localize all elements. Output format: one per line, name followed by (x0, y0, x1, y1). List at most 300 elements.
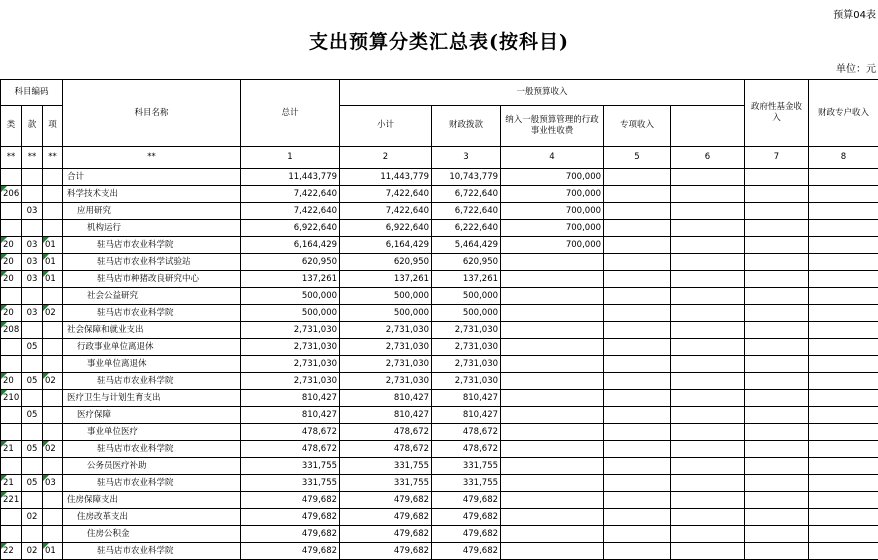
unit-label: 单位：元 (836, 60, 876, 75)
cell-empty (809, 237, 878, 254)
cell-empty (604, 543, 671, 560)
cell-empty (671, 288, 745, 305)
cell-name: 事业单位医疗 (63, 424, 241, 441)
table-row (1, 509, 878, 526)
cell-total: 500,000 (241, 305, 340, 322)
cell-total: 479,682 (241, 543, 340, 560)
cell-lei: 20 (1, 305, 22, 322)
cell-name: 住房改革支出 (63, 509, 241, 526)
cell-xiang (43, 458, 63, 475)
cell-fees (501, 458, 604, 475)
cell-fiscal: 137,261 (432, 271, 501, 288)
table-row (1, 424, 878, 441)
cell-empty (671, 220, 745, 237)
cell-lei: 20 (1, 271, 22, 288)
cell-fiscal: 479,682 (432, 543, 501, 560)
cell-name: 驻马店市农业科学院 (63, 373, 241, 390)
header-xiang: 项 (43, 105, 63, 146)
cell-lei (1, 356, 22, 373)
cell-kuan: 03 (22, 254, 43, 271)
cell-lei (1, 458, 22, 475)
cell-empty (671, 237, 745, 254)
cell-kuan: 03 (22, 203, 43, 220)
cell-empty (671, 356, 745, 373)
cell-xiang: 01 (43, 543, 63, 560)
cell-total: 6,922,640 (241, 220, 340, 237)
cell-total: 479,682 (241, 509, 340, 526)
cell-empty (745, 509, 809, 526)
cell-empty (604, 526, 671, 543)
cell-total: 7,422,640 (241, 203, 340, 220)
cell-total: 6,164,429 (241, 237, 340, 254)
cell-name: 应用研究 (63, 203, 241, 220)
header-included-fees: 纳入一般预算管理的行政事业性收费 (501, 105, 604, 146)
cell-fiscal: 500,000 (432, 305, 501, 322)
table-row (1, 203, 878, 220)
cell-xiang (43, 203, 63, 220)
index-cell: 6 (671, 147, 745, 169)
cell-empty (745, 322, 809, 339)
cell-empty (745, 186, 809, 203)
cell-name: 科学技术支出 (63, 186, 241, 203)
cell-empty (604, 186, 671, 203)
cell-empty (671, 322, 745, 339)
cell-lei (1, 220, 22, 237)
index-cell: ** (1, 147, 22, 169)
cell-empty (604, 509, 671, 526)
cell-subtotal: 479,682 (340, 509, 432, 526)
cell-name: 合计 (63, 169, 241, 186)
cell-xiang (43, 220, 63, 237)
cell-empty (809, 543, 878, 560)
cell-xiang (43, 288, 63, 305)
cell-empty (604, 339, 671, 356)
form-number: 预算04表 (833, 6, 876, 21)
cell-empty (671, 509, 745, 526)
cell-empty (809, 254, 878, 271)
cell-total: 2,731,030 (241, 322, 340, 339)
cell-kuan: 05 (22, 475, 43, 492)
cell-fiscal: 2,731,030 (432, 356, 501, 373)
cell-subtotal: 500,000 (340, 305, 432, 322)
cell-name: 驻马店市农业科学院 (63, 305, 241, 322)
header-special: 专项收入 (604, 105, 671, 146)
cell-empty (745, 305, 809, 322)
cell-empty (671, 271, 745, 288)
cell-empty (809, 390, 878, 407)
cell-empty (745, 526, 809, 543)
cell-empty (809, 339, 878, 356)
index-cell: 8 (809, 147, 878, 169)
cell-total: 137,261 (241, 271, 340, 288)
cell-kuan: 03 (22, 271, 43, 288)
cell-lei (1, 288, 22, 305)
cell-subtotal: 6,164,429 (340, 237, 432, 254)
cell-empty (604, 237, 671, 254)
cell-fees (501, 492, 604, 509)
header-total: 总计 (241, 80, 340, 147)
cell-total: 2,731,030 (241, 373, 340, 390)
cell-fiscal: 479,682 (432, 526, 501, 543)
table-row (1, 271, 878, 288)
cell-lei: 20 (1, 254, 22, 271)
table-row (1, 339, 878, 356)
cell-lei (1, 169, 22, 186)
cell-xiang (43, 169, 63, 186)
cell-lei: 21 (1, 441, 22, 458)
cell-fiscal: 2,731,030 (432, 322, 501, 339)
cell-kuan: 03 (22, 305, 43, 322)
table-row (1, 458, 878, 475)
cell-empty (745, 543, 809, 560)
cell-empty (604, 203, 671, 220)
cell-empty (809, 526, 878, 543)
cell-total: 2,731,030 (241, 356, 340, 373)
cell-empty (671, 424, 745, 441)
cell-empty (604, 390, 671, 407)
cell-kuan (22, 186, 43, 203)
cell-empty (604, 407, 671, 424)
cell-total: 810,427 (241, 390, 340, 407)
cell-xiang: 03 (43, 475, 63, 492)
cell-xiang: 02 (43, 305, 63, 322)
cell-fiscal: 5,464,429 (432, 237, 501, 254)
cell-subtotal: 7,422,640 (340, 186, 432, 203)
cell-empty (809, 305, 878, 322)
cell-empty (604, 322, 671, 339)
cell-kuan: 05 (22, 407, 43, 424)
cell-subtotal: 620,950 (340, 254, 432, 271)
cell-name: 驻马店市农业科学试验站 (63, 254, 241, 271)
cell-empty (604, 305, 671, 322)
cell-empty (745, 203, 809, 220)
index-cell: 3 (432, 147, 501, 169)
cell-subtotal: 810,427 (340, 407, 432, 424)
cell-kuan (22, 220, 43, 237)
cell-total: 11,443,779 (241, 169, 340, 186)
cell-empty (604, 441, 671, 458)
cell-lei: 206 (1, 186, 22, 203)
table-row (1, 492, 878, 509)
cell-total: 479,682 (241, 526, 340, 543)
cell-empty (809, 186, 878, 203)
cell-fiscal: 479,682 (432, 509, 501, 526)
cell-subtotal: 479,682 (340, 492, 432, 509)
cell-kuan (22, 492, 43, 509)
cell-xiang (43, 492, 63, 509)
cell-fiscal: 2,731,030 (432, 339, 501, 356)
cell-fiscal: 331,755 (432, 475, 501, 492)
cell-lei: 22 (1, 543, 22, 560)
cell-empty (809, 475, 878, 492)
cell-name: 医疗保障 (63, 407, 241, 424)
cell-total: 7,422,640 (241, 186, 340, 203)
cell-name: 医疗卫生与计划生育支出 (63, 390, 241, 407)
cell-fiscal: 10,743,779 (432, 169, 501, 186)
cell-xiang: 01 (43, 254, 63, 271)
cell-empty (745, 424, 809, 441)
cell-lei: 221 (1, 492, 22, 509)
cell-fees (501, 526, 604, 543)
cell-total: 331,755 (241, 458, 340, 475)
table-row (1, 305, 878, 322)
cell-subtotal: 6,922,640 (340, 220, 432, 237)
cell-fiscal: 6,222,640 (432, 220, 501, 237)
cell-lei (1, 526, 22, 543)
cell-empty (809, 492, 878, 509)
cell-subtotal: 331,755 (340, 475, 432, 492)
cell-fees: 700,000 (501, 203, 604, 220)
cell-fees (501, 254, 604, 271)
cell-subtotal: 331,755 (340, 458, 432, 475)
cell-total: 478,672 (241, 441, 340, 458)
cell-fees (501, 288, 604, 305)
cell-empty (745, 441, 809, 458)
cell-kuan: 02 (22, 543, 43, 560)
cell-empty (745, 271, 809, 288)
cell-xiang (43, 407, 63, 424)
cell-subtotal: 479,682 (340, 526, 432, 543)
header-kuan: 款 (22, 105, 43, 146)
cell-empty (745, 254, 809, 271)
cell-empty (671, 475, 745, 492)
cell-xiang: 01 (43, 237, 63, 254)
table-row (1, 475, 878, 492)
cell-empty (745, 458, 809, 475)
table-row (1, 390, 878, 407)
cell-fiscal: 331,755 (432, 458, 501, 475)
header-general-budget: 一般预算收入 (340, 80, 745, 106)
table-row (1, 220, 878, 237)
cell-subtotal: 478,672 (340, 441, 432, 458)
cell-kuan: 03 (22, 237, 43, 254)
table-row (1, 186, 878, 203)
cell-empty (671, 169, 745, 186)
cell-empty (604, 271, 671, 288)
cell-fiscal: 810,427 (432, 407, 501, 424)
index-row (1, 147, 878, 169)
header-code-group: 科目编码 (1, 80, 63, 106)
cell-empty (809, 373, 878, 390)
cell-empty (671, 458, 745, 475)
cell-kuan: 02 (22, 509, 43, 526)
table-row (1, 526, 878, 543)
cell-empty (745, 492, 809, 509)
cell-empty (809, 203, 878, 220)
cell-kuan (22, 322, 43, 339)
cell-fees (501, 424, 604, 441)
index-cell: ** (22, 147, 43, 169)
header-lei: 类 (1, 105, 22, 146)
cell-empty (745, 288, 809, 305)
cell-fees: 700,000 (501, 169, 604, 186)
header-special-account: 财政专户收入 (809, 80, 878, 147)
cell-empty (671, 526, 745, 543)
cell-empty (809, 322, 878, 339)
cell-empty (671, 305, 745, 322)
cell-subtotal: 137,261 (340, 271, 432, 288)
table-row (1, 356, 878, 373)
cell-total: 620,950 (241, 254, 340, 271)
index-cell: 2 (340, 147, 432, 169)
cell-empty (604, 458, 671, 475)
cell-empty (671, 203, 745, 220)
cell-fiscal: 478,672 (432, 424, 501, 441)
header-fiscal: 财政拨款 (432, 105, 501, 146)
cell-fees (501, 407, 604, 424)
header-gov-fund: 政府性基金收入 (745, 80, 809, 147)
cell-subtotal: 810,427 (340, 390, 432, 407)
cell-total: 810,427 (241, 407, 340, 424)
cell-name: 机构运行 (63, 220, 241, 237)
index-cell: ** (63, 147, 241, 169)
cell-name: 驻马店市农业科学院 (63, 441, 241, 458)
cell-empty (809, 407, 878, 424)
cell-xiang (43, 509, 63, 526)
cell-name: 驻马店市农业科学院 (63, 237, 241, 254)
cell-fiscal: 620,950 (432, 254, 501, 271)
cell-fees (501, 509, 604, 526)
cell-subtotal: 7,422,640 (340, 203, 432, 220)
cell-empty (809, 441, 878, 458)
cell-fees (501, 390, 604, 407)
cell-name: 驻马店市种猪改良研究中心 (63, 271, 241, 288)
cell-subtotal: 2,731,030 (340, 339, 432, 356)
table-row (1, 441, 878, 458)
cell-total: 331,755 (241, 475, 340, 492)
cell-fees: 700,000 (501, 220, 604, 237)
table-row (1, 543, 878, 560)
cell-lei: 21 (1, 475, 22, 492)
cell-fees (501, 322, 604, 339)
cell-kuan (22, 356, 43, 373)
table-row (1, 169, 878, 186)
cell-fees (501, 543, 604, 560)
table-row (1, 322, 878, 339)
cell-kuan (22, 390, 43, 407)
cell-fees (501, 373, 604, 390)
cell-empty (809, 424, 878, 441)
cell-lei: 210 (1, 390, 22, 407)
cell-fees (501, 475, 604, 492)
cell-fees (501, 271, 604, 288)
cell-kuan (22, 458, 43, 475)
cell-subtotal: 2,731,030 (340, 373, 432, 390)
cell-empty (671, 543, 745, 560)
cell-empty (809, 509, 878, 526)
cell-empty (671, 186, 745, 203)
cell-empty (745, 339, 809, 356)
cell-name: 住房保障支出 (63, 492, 241, 509)
table-row (1, 237, 878, 254)
table-row (1, 373, 878, 390)
cell-empty (671, 254, 745, 271)
cell-name: 社会保障和就业支出 (63, 322, 241, 339)
cell-kuan (22, 288, 43, 305)
cell-fiscal: 2,731,030 (432, 373, 501, 390)
table-row (1, 407, 878, 424)
cell-name: 驻马店市农业科学院 (63, 543, 241, 560)
cell-total: 2,731,030 (241, 339, 340, 356)
cell-empty (745, 407, 809, 424)
cell-kuan (22, 169, 43, 186)
cell-xiang: 01 (43, 271, 63, 288)
cell-empty (671, 492, 745, 509)
cell-xiang (43, 424, 63, 441)
cell-subtotal: 2,731,030 (340, 356, 432, 373)
cell-fees: 700,000 (501, 237, 604, 254)
cell-fees: 700,000 (501, 186, 604, 203)
cell-empty (604, 220, 671, 237)
table-row (1, 254, 878, 271)
cell-xiang (43, 526, 63, 543)
cell-empty (604, 475, 671, 492)
cell-empty (671, 339, 745, 356)
cell-kuan (22, 424, 43, 441)
cell-fees (501, 305, 604, 322)
cell-empty (671, 373, 745, 390)
cell-fiscal: 479,682 (432, 492, 501, 509)
index-cell: 5 (604, 147, 671, 169)
cell-empty (604, 492, 671, 509)
cell-fees (501, 339, 604, 356)
cell-empty (745, 356, 809, 373)
cell-xiang (43, 186, 63, 203)
index-cell: 4 (501, 147, 604, 169)
cell-empty (809, 288, 878, 305)
index-cell: 7 (745, 147, 809, 169)
cell-empty (604, 356, 671, 373)
page-title: 支出预算分类汇总表(按科目) (0, 27, 878, 54)
cell-subtotal: 500,000 (340, 288, 432, 305)
cell-fiscal: 6,722,640 (432, 186, 501, 203)
cell-xiang (43, 339, 63, 356)
cell-subtotal: 479,682 (340, 543, 432, 560)
cell-empty (604, 424, 671, 441)
cell-empty (671, 407, 745, 424)
budget-table (0, 79, 878, 560)
cell-lei (1, 407, 22, 424)
cell-empty (809, 458, 878, 475)
cell-xiang: 02 (43, 373, 63, 390)
cell-xiang (43, 390, 63, 407)
index-cell: ** (43, 147, 63, 169)
cell-empty (604, 288, 671, 305)
cell-empty (745, 373, 809, 390)
cell-xiang (43, 322, 63, 339)
cell-name: 驻马店市农业科学院 (63, 475, 241, 492)
cell-name: 公务员医疗补助 (63, 458, 241, 475)
cell-kuan: 05 (22, 339, 43, 356)
table-row (1, 288, 878, 305)
cell-total: 478,672 (241, 424, 340, 441)
cell-kuan: 05 (22, 441, 43, 458)
cell-empty (809, 271, 878, 288)
cell-lei (1, 424, 22, 441)
cell-fiscal: 500,000 (432, 288, 501, 305)
cell-empty (745, 475, 809, 492)
cell-fiscal: 6,722,640 (432, 203, 501, 220)
cell-empty (745, 390, 809, 407)
cell-empty (604, 254, 671, 271)
cell-fees (501, 356, 604, 373)
cell-empty (745, 169, 809, 186)
cell-name: 社会公益研究 (63, 288, 241, 305)
cell-subtotal: 11,443,779 (340, 169, 432, 186)
header-subtotal: 小计 (340, 105, 432, 146)
cell-empty (809, 220, 878, 237)
cell-empty (745, 220, 809, 237)
